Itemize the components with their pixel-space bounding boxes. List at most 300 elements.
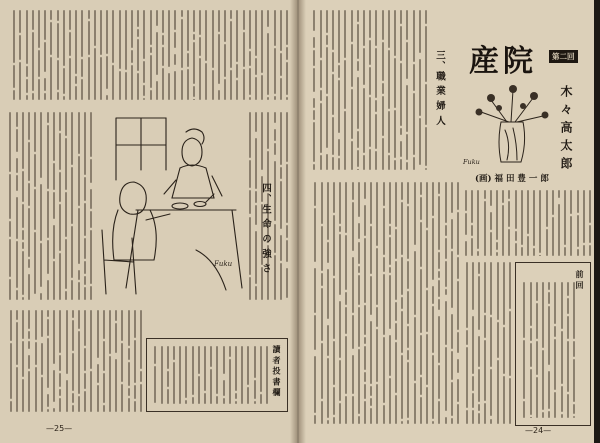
text-line-segment [78, 396, 80, 412]
text-line-segment [382, 10, 384, 40]
text-line-segment [205, 63, 207, 100]
text-line-segment [119, 10, 121, 69]
text-line-segment [16, 175, 18, 191]
text-line-segment [84, 373, 86, 389]
text-line-segment [280, 263, 282, 300]
text-line-segment [181, 70, 183, 100]
text-line-segment [375, 151, 377, 170]
text-line-segment [115, 323, 117, 353]
text-line-segment [320, 90, 322, 101]
text-line-segment [364, 372, 366, 382]
text-line-segment [406, 162, 408, 170]
reader-letter-box [146, 338, 288, 412]
text-line-segment [338, 139, 340, 156]
text-line-segment [401, 311, 403, 353]
text-line-segment [389, 267, 391, 274]
text-line-segment [255, 112, 257, 132]
text-line-segment [137, 39, 139, 71]
text-line-segment [497, 322, 499, 358]
text-line-segment [150, 10, 152, 45]
text-line-segment [47, 280, 49, 300]
text-line-segment [478, 404, 480, 410]
text-line-segment [589, 190, 591, 223]
section-heading-3: 三、職 業 婦 人 [434, 50, 445, 126]
text-line-segment [274, 129, 276, 140]
text-line-segment [103, 310, 105, 339]
text-line-segment [432, 218, 434, 280]
text-line-segment [286, 62, 288, 95]
scene-signature: Fuku [214, 260, 233, 268]
text-line-segment [168, 10, 170, 67]
text-line-segment [22, 204, 24, 228]
text-line-segment [140, 371, 142, 381]
text-line-segment [261, 10, 263, 73]
text-line-segment [471, 190, 473, 223]
text-line-segment [388, 50, 390, 109]
story-title: 産院 [469, 44, 537, 79]
text-line-segment [326, 96, 328, 148]
text-line-segment [339, 360, 341, 401]
text-line-segment [255, 77, 257, 100]
text-line-segment [414, 317, 416, 381]
text-line-segment [420, 222, 422, 267]
text-line-segment [369, 40, 371, 65]
text-line-segment [10, 310, 12, 341]
text-line-segment [420, 397, 422, 424]
text-line-segment [425, 168, 427, 170]
text-line-segment [376, 248, 378, 305]
text-line-segment [9, 279, 11, 300]
text-line-segment [38, 50, 40, 77]
text-line-segment [140, 310, 142, 369]
text-line-segment [84, 348, 86, 370]
text-line-segment [394, 110, 396, 158]
text-line-segment [370, 226, 372, 274]
text-line-segment [106, 95, 108, 100]
text-line-segment [438, 271, 440, 278]
text-line-segment [388, 111, 390, 153]
text-line-segment [457, 257, 459, 279]
text-line-segment [236, 10, 238, 62]
text-line-segment [313, 110, 315, 120]
text-line-segment [533, 248, 535, 256]
text-line-segment [119, 71, 121, 100]
text-line-segment [400, 26, 402, 61]
text-line-segment [426, 230, 428, 288]
text-line-segment [249, 10, 251, 49]
text-line-segment [527, 190, 529, 234]
text-line-segment [63, 68, 65, 95]
text-line-segment [432, 182, 434, 216]
text-line-segment [128, 362, 130, 386]
text-line-segment [314, 268, 316, 313]
text-line-segment [426, 182, 428, 228]
text-line-segment [16, 367, 18, 412]
text-line-segment [26, 95, 28, 100]
text-line-segment [420, 182, 422, 195]
text-line-segment [358, 275, 360, 305]
text-line-segment [419, 59, 421, 115]
text-line-segment [344, 60, 346, 109]
text-line-segment [156, 32, 158, 75]
text-line-segment [577, 190, 579, 213]
text-line-segment [230, 21, 232, 68]
text-line-segment [187, 53, 189, 67]
text-line-segment [187, 69, 189, 100]
text-line-segment [358, 349, 360, 414]
text-line-segment [47, 319, 49, 336]
text-line-segment [451, 251, 453, 308]
text-line-segment [78, 156, 80, 206]
text-line-segment [44, 93, 46, 100]
text-line-segment [445, 261, 447, 287]
text-line-segment [162, 47, 164, 67]
text-line-segment [327, 182, 329, 240]
text-line-segment [59, 172, 61, 203]
text-line-segment [267, 33, 269, 95]
text-line-segment [274, 96, 276, 100]
text-line-segment [59, 112, 61, 131]
text-line-segment [466, 347, 468, 408]
text-line-segment [174, 32, 176, 48]
text-line-segment [508, 201, 510, 226]
text-line-segment [383, 208, 385, 255]
text-line-segment [406, 10, 408, 40]
text-line-segment [477, 190, 479, 249]
text-line-segment [174, 71, 176, 100]
text-line-segment [137, 10, 139, 27]
text-line-segment [90, 286, 92, 300]
text-line-segment [35, 310, 37, 340]
text-line-segment [484, 201, 486, 256]
text-line-segment [224, 44, 226, 76]
text-line-segment [358, 182, 360, 217]
text-line-segment [564, 247, 566, 256]
text-line-segment [134, 310, 136, 338]
text-line-segment [88, 57, 90, 100]
text-line-segment [274, 48, 276, 94]
text-line-segment [121, 310, 123, 341]
text-line-segment [420, 377, 422, 395]
text-line-segment [558, 190, 560, 198]
text-line-segment [400, 141, 402, 157]
text-line-segment [236, 64, 238, 78]
right-page [297, 0, 600, 443]
text-line-segment [376, 182, 378, 246]
text-line-segment [9, 174, 11, 219]
text-line-segment [497, 360, 499, 424]
text-line-segment [484, 315, 486, 338]
text-line-segment [432, 355, 434, 419]
text-line-segment [521, 190, 523, 245]
text-line-segment [78, 331, 80, 394]
text-line-segment [503, 262, 505, 325]
text-line-segment [358, 416, 360, 424]
text-line-segment [9, 221, 11, 237]
text-line-segment [370, 276, 372, 315]
text-line-segment [72, 320, 74, 350]
text-line-segment [351, 89, 353, 139]
text-line-segment [425, 26, 427, 83]
text-line-segment [497, 262, 499, 320]
text-line-segment [321, 182, 323, 224]
text-line-segment [426, 387, 428, 424]
flowers-signature: Fuku [463, 158, 480, 166]
text-line-segment [332, 52, 334, 72]
text-line-segment [484, 190, 486, 199]
text-line-segment [376, 329, 378, 382]
text-line-segment [344, 10, 346, 58]
text-line-segment [313, 37, 315, 47]
text-line-segment [413, 157, 415, 170]
text-line-segment [38, 10, 40, 48]
text-line-segment [370, 321, 372, 384]
text-line-segment [395, 395, 397, 424]
text-line-segment [515, 231, 517, 241]
text-line-segment [388, 155, 390, 170]
text-line-segment [401, 257, 403, 294]
text-line-segment [478, 262, 480, 274]
text-line-segment [156, 10, 158, 26]
text-line-segment [352, 396, 354, 424]
text-line-segment [137, 29, 139, 37]
text-line-segment [546, 190, 548, 227]
text-line-segment [16, 112, 18, 127]
text-line-segment [97, 364, 99, 383]
text-line-segment [47, 112, 49, 123]
text-line-segment [457, 212, 459, 255]
text-line-segment [419, 10, 421, 53]
text-line-segment [383, 257, 385, 271]
text-line-segment [19, 10, 21, 33]
text-line-segment [286, 112, 288, 162]
text-line-segment [363, 48, 365, 86]
text-line-segment [533, 190, 535, 246]
text-line-segment [370, 182, 372, 224]
right-edge-shadow [594, 0, 600, 443]
text-line-segment [286, 164, 288, 223]
text-line-segment [472, 316, 474, 374]
text-line-segment [570, 216, 572, 256]
text-line-segment [128, 310, 130, 346]
text-line-segment [84, 310, 86, 346]
text-line-segment [81, 10, 83, 57]
text-line-segment [414, 383, 416, 424]
text-line-segment [425, 84, 427, 125]
text-line-segment [40, 243, 42, 287]
text-line-segment [84, 287, 86, 300]
text-line-segment [419, 118, 421, 166]
text-line-segment [193, 10, 195, 32]
text-line-segment [47, 394, 49, 407]
text-line-segment [53, 310, 55, 364]
text-line-segment [249, 68, 251, 95]
text-line-segment [280, 53, 282, 76]
text-line-segment [345, 396, 347, 424]
text-line-segment [320, 155, 322, 170]
text-line-segment [69, 58, 71, 100]
text-line-segment [457, 182, 459, 210]
text-line-segment [255, 138, 257, 188]
text-line-segment [413, 93, 415, 156]
text-line-segment [389, 378, 391, 424]
text-line-segment [199, 10, 201, 35]
text-line-segment [143, 85, 145, 96]
text-line-segment [478, 276, 480, 330]
text-line-segment [72, 310, 74, 318]
text-line-segment [509, 378, 511, 424]
text-line-segment [40, 293, 42, 300]
text-line-segment [218, 34, 220, 85]
text-line-segment [363, 10, 365, 46]
text-line-segment [162, 68, 164, 100]
text-line-segment [352, 315, 354, 350]
text-line-segment [471, 225, 473, 236]
text-line-segment [358, 307, 360, 347]
text-line-segment [339, 403, 341, 424]
text-line-segment [577, 215, 579, 247]
text-line-segment [320, 103, 322, 152]
text-line-segment [137, 73, 139, 100]
section-heading-4: 四、生 命 の 強 さ [260, 183, 271, 274]
text-line-segment [81, 59, 83, 77]
text-line-segment [376, 384, 378, 424]
text-line-segment [395, 229, 397, 260]
text-line-segment [509, 311, 511, 376]
text-line-segment [407, 182, 409, 204]
text-line-segment [28, 355, 30, 369]
text-line-segment [41, 377, 43, 412]
text-line-segment [280, 181, 282, 229]
text-line-segment [401, 421, 403, 424]
text-line-segment [413, 64, 415, 91]
text-line-segment [131, 50, 133, 63]
text-line-segment [274, 224, 276, 254]
text-line-segment [589, 225, 591, 243]
text-line-segment [90, 159, 92, 183]
text-line-segment [445, 238, 447, 260]
text-line-segment [364, 238, 366, 303]
text-line-segment [478, 336, 480, 367]
text-line-segment [218, 90, 220, 100]
text-line-segment [333, 215, 335, 276]
text-line-segment [34, 112, 36, 152]
text-line-segment [364, 205, 366, 236]
text-line-segment [539, 190, 541, 253]
text-line-segment [389, 182, 391, 224]
text-line-segment [65, 112, 67, 136]
text-line-segment [564, 190, 566, 245]
text-line-segment [465, 241, 467, 256]
text-line-segment [16, 158, 18, 173]
text-line-segment [401, 202, 403, 255]
text-line-segment [358, 242, 360, 264]
text-line-segment [69, 10, 71, 30]
text-line-segment [75, 10, 77, 74]
text-line-segment [193, 34, 195, 40]
text-line-segment [395, 342, 397, 393]
text-line-segment [28, 341, 30, 349]
text-line-segment [28, 259, 30, 268]
text-line-segment [327, 269, 329, 320]
text-line-segment [333, 278, 335, 338]
text-line-segment [357, 61, 359, 71]
text-line-segment [109, 310, 111, 354]
text-line-segment [478, 369, 480, 403]
text-line-segment [352, 202, 354, 251]
text-line-segment [84, 238, 86, 259]
text-line-segment [16, 322, 18, 365]
text-line-segment [57, 23, 59, 58]
text-line-segment [274, 10, 276, 46]
text-line-segment [515, 190, 517, 229]
text-line-segment [134, 385, 136, 398]
text-line-segment [112, 10, 114, 63]
text-line-segment [199, 37, 201, 56]
text-line-segment [490, 262, 492, 315]
text-line-segment [40, 184, 42, 241]
text-line-segment [357, 150, 359, 167]
text-line-segment [395, 261, 397, 299]
text-line-segment [140, 384, 142, 412]
text-line-segment [13, 90, 15, 100]
text-line-segment [477, 251, 479, 256]
text-line-segment [125, 10, 127, 70]
text-line-segment [508, 190, 510, 199]
text-line-segment [131, 10, 133, 48]
text-line-segment [255, 231, 257, 284]
text-line-segment [243, 10, 245, 30]
text-line-segment [59, 133, 61, 169]
text-line-segment [420, 269, 422, 333]
text-line-segment [314, 208, 316, 262]
text-line-segment [490, 212, 492, 230]
text-line-segment [432, 306, 434, 353]
text-line-segment [88, 21, 90, 55]
text-line-segment [128, 388, 130, 396]
text-line-segment [106, 56, 108, 88]
text-line-segment [345, 182, 347, 233]
text-line-segment [84, 112, 86, 175]
text-line-segment [438, 316, 440, 364]
text-line-segment [583, 190, 585, 243]
text-line-segment [382, 83, 384, 94]
text-line-segment [394, 58, 396, 109]
text-line-segment [451, 382, 453, 416]
text-line-segment [496, 190, 498, 240]
text-line-segment [9, 239, 11, 276]
text-line-segment [249, 160, 251, 187]
text-line-segment [451, 314, 453, 349]
text-line-segment [333, 387, 335, 415]
text-line-segment [438, 280, 440, 297]
text-line-segment [13, 10, 15, 63]
text-line-segment [78, 282, 80, 300]
text-line-segment [59, 204, 61, 251]
text-line-segment [332, 74, 334, 115]
text-line-segment [432, 286, 434, 303]
text-line-segment [364, 182, 366, 199]
text-line-segment [321, 343, 323, 399]
text-line-segment [103, 405, 105, 412]
text-line-segment [125, 72, 127, 100]
text-line-segment [66, 310, 68, 374]
text-line-segment [224, 10, 226, 42]
text-line-segment [369, 10, 371, 38]
text-line-segment [313, 68, 315, 92]
text-line-segment [338, 158, 340, 170]
text-line-segment [357, 77, 359, 129]
